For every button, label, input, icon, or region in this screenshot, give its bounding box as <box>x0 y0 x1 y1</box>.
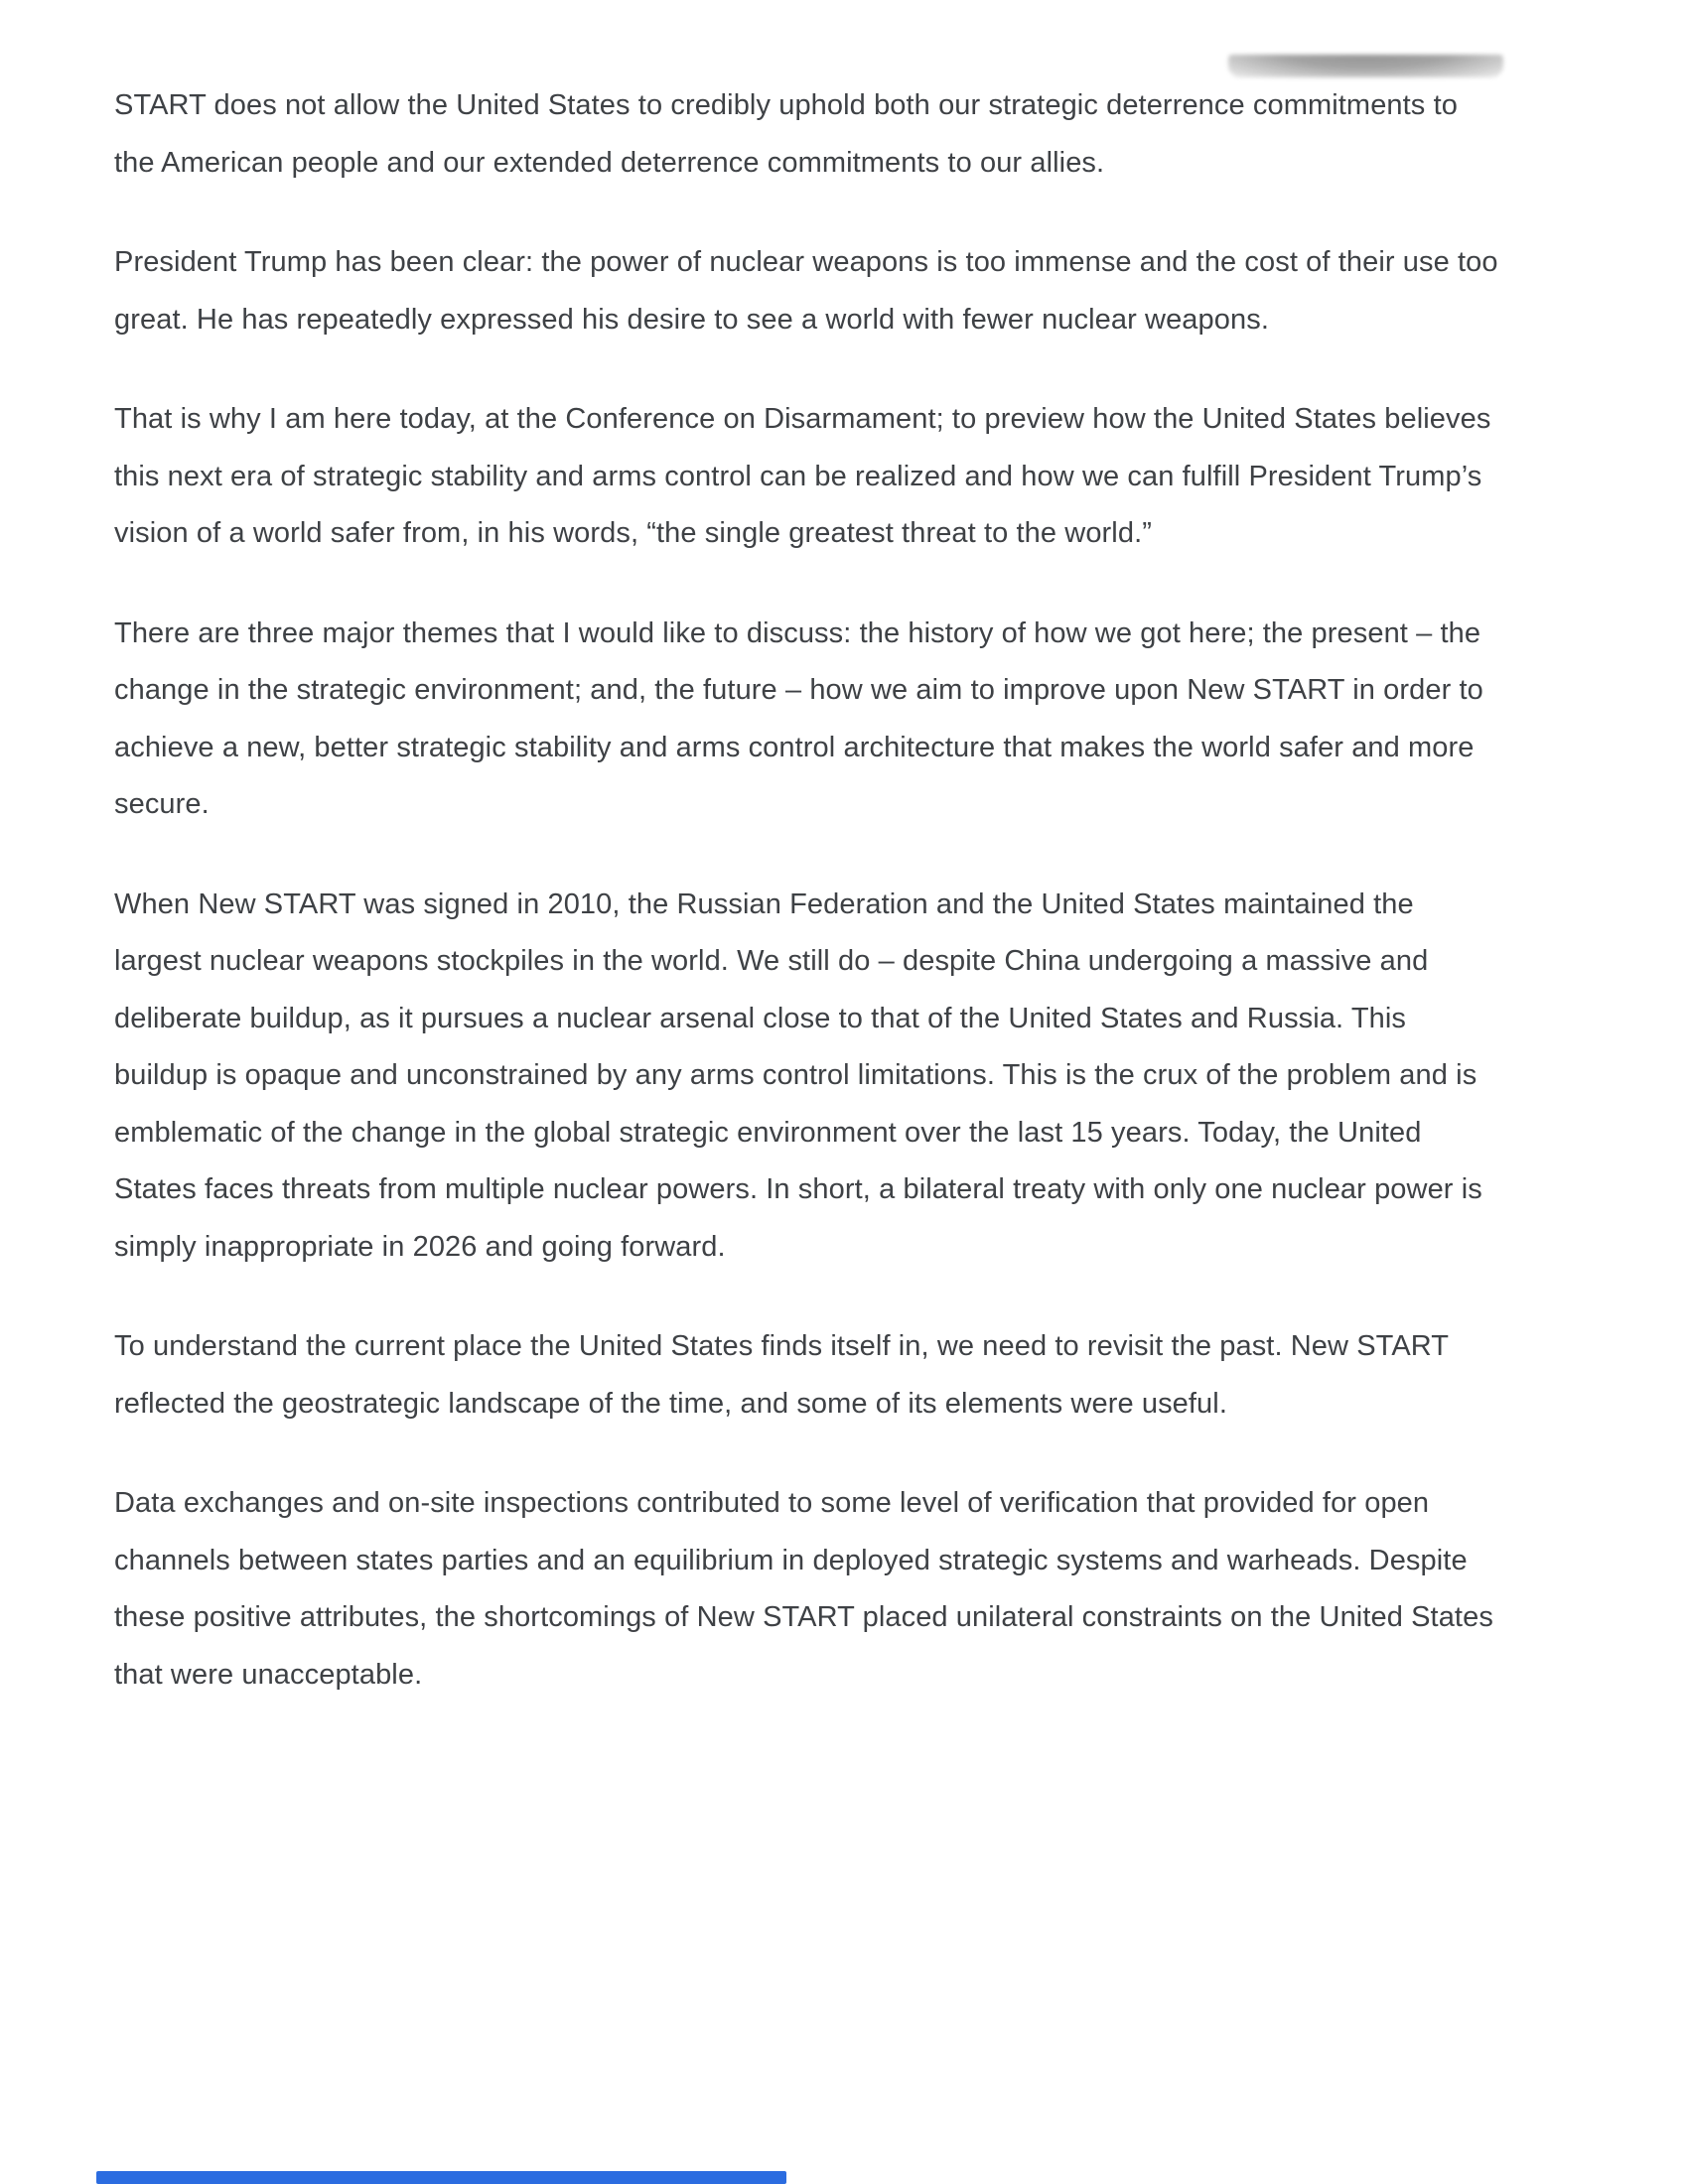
partial-element-top-shadow <box>1228 55 1503 77</box>
paragraph: That is why I am here today, at the Conference on Disarmament; to preview how the United States believes this next era of strategic stability and arms control can be realized and how we can fulfill President Trump’s vision of a world safer from, in his words, “the single greatest threat to the world.” <box>114 403 1491 549</box>
paragraph: Data exchanges and on-site inspections contributed to some level of verification that provided for open channels between states parties and an equilibrium in deployed strategic systems and warheads. Despite these positive attributes, the shortcomings of New START placed unilateral constraints on the United States that were unacceptable. <box>114 1487 1493 1691</box>
paragraph: There are three major themes that I would like to discuss: the history of how we got here; the present – the change in the strategic environment; and, the future – how we aim to improve upon New START in order to achieve a new, better strategic stability and arms control architecture that makes the world safer and more secure. <box>114 616 1483 820</box>
paragraph: When New START was signed in 2010, the Russian Federation and the United States maintained the largest nuclear weapons stockpiles in the world. We still do – despite China undergoing a massive and deliberate buildup, as it pursues a nuclear arsenal close to that of the United States and Russia. This buildup is opaque and unconstrained by any arms control limitations. This is the crux of the problem and is emblematic of the change in the global strategic environment over the last 15 years. Today, the United States faces threats from multiple nuclear powers. In short, a bilateral treaty with only one nuclear power is simply inappropriate in 2026 and going forward. <box>114 887 1482 1263</box>
paragraph: President Trump has been clear: the power of nuclear weapons is too immense and the cost of their use too great. He has repeatedly expressed his desire to see a world with fewer nuclear weapons. <box>114 246 1498 336</box>
partial-element-bottom-bar <box>96 2171 786 2184</box>
paragraph: START does not allow the United States to credibly uphold both our strategic deterrence commitments to the American people and our extended deterrence commitments to our allies. <box>114 89 1458 179</box>
article-body <box>114 77 1502 1746</box>
paragraph: To understand the current place the United States finds itself in, we need to revisit the past. New START reflected the geostrategic landscape of the time, and some of its elements were useful. <box>114 1330 1449 1420</box>
